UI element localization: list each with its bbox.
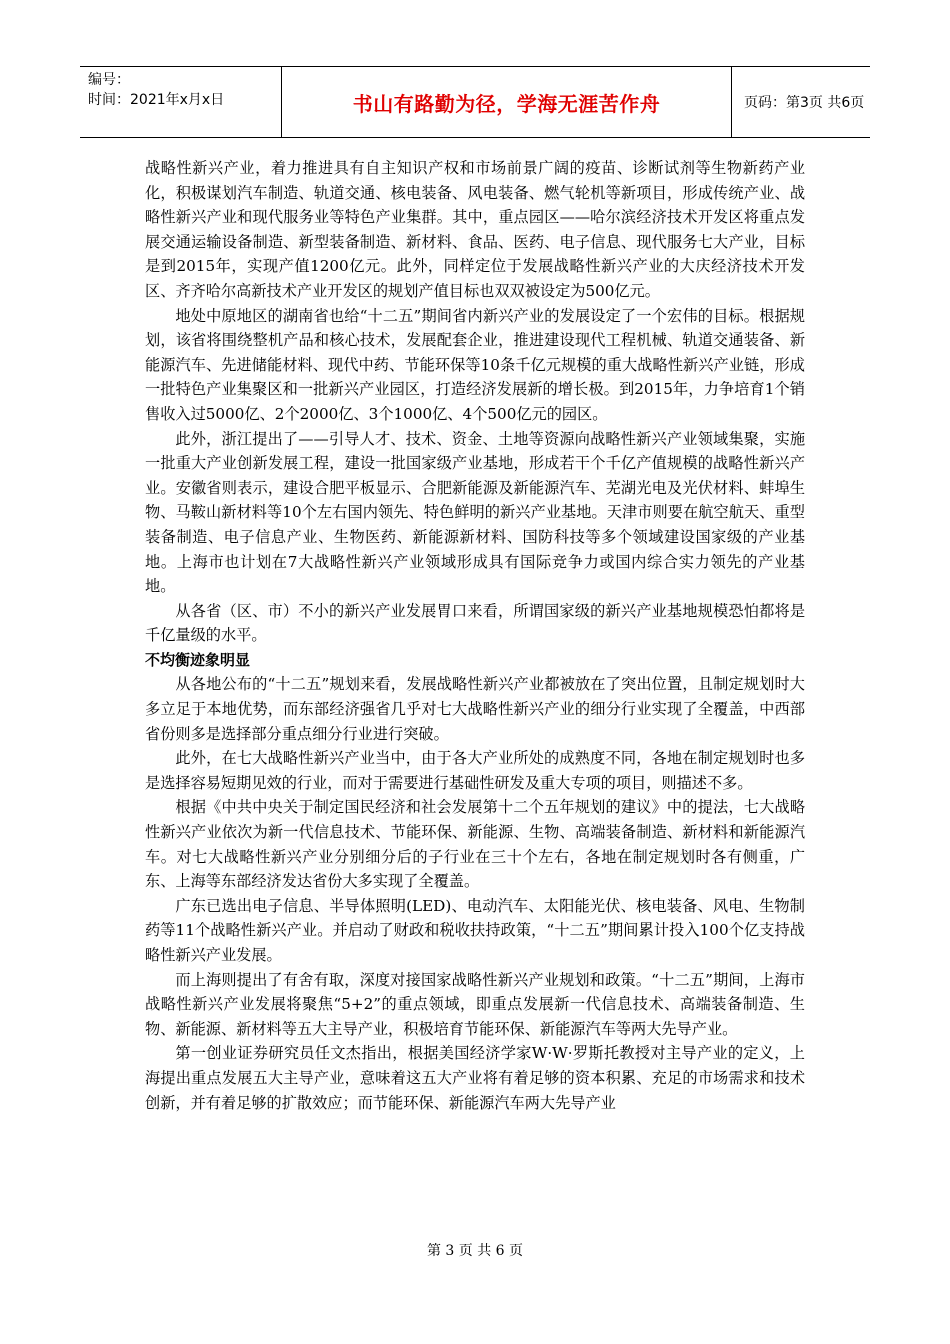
paragraph: 地处中原地区的湖南省也给“十二五”期间省内新兴产业的发展设定了一个宏伟的目标。根据规划，该省将围绕整机产品和核心技术，发展配套企业，推进建设现代工程机械、轨道交通装备、新能源汽车、先进储能材料、现代中药、节能环保等10条千亿元规模的重大战略性新兴产业链，形成一批特色产业集聚区和一批新兴产业园区，打造经济发展新的增长极。到2015年，力争培育1个销售收入过5000亿、2个2000亿、3个1000亿、4个500亿元的园区。 bbox=[145, 306, 805, 423]
number-label: 编号： bbox=[88, 72, 130, 88]
header-motto: 书山有路勤为径，学海无涯苦作舟 bbox=[282, 67, 732, 137]
page-footer: 第 3 页 共 6 页 bbox=[426, 1243, 524, 1259]
paragraph-continued: 战略性新兴产业，着力推进具有自主知识产权和市场前景广阔的疫苗、诊断试剂等生物新药产业化，积极谋划汽车制造、轨道交通、核电装备、风电装备、燃气轮机等新项目，形成传统产业、战略性新兴产业和现代服务业等特色产业集群。其中，重点园区——哈尔滨经济技术开发区将重点发展交通运输设备制造、新型装备制造、新材料、食品、医药、电子信息、现代服务七大产业，目标是到2015年，实现产值1200亿元。此外，同样定位于发展战略性新兴产业的大庆经济技术开发区、齐齐哈尔高新技术产业开发区的规划产值目标也双双被设定为500亿元。 bbox=[145, 159, 805, 300]
paragraph: 此外，在七大战略性新兴产业当中，由于各大产业所处的成熟度不同，各地在制定规划时也多是选择容易短期见效的行业，而对于需要进行基础性研发及重大专项的项目，则描述不多。 bbox=[145, 749, 805, 792]
paragraph: 根据《中共中央关于制定国民经济和社会发展第十二个五年规划的建议》中的提法，七大战略性新兴产业依次为新一代信息技术、节能环保、新能源、生物、高端装备制造、新材料和新能源汽车。对七大战略性新兴产业分别细分后的子行业在三十个左右，各地在制定规划时各有侧重，广东、上海等东部经济发达省份大多实现了全覆盖。 bbox=[145, 798, 805, 891]
header-page-info: 页码：第3页 共6页 bbox=[744, 95, 865, 111]
document-body bbox=[145, 156, 805, 1115]
paragraph: 从各地公布的“十二五”规划来看，发展战略性新兴产业都被放在了突出位置，且制定规划时大多立足于本地优势，而东部经济强省几乎对七大战略性新兴产业的细分行业实现了全覆盖，中西部省份则多是选择部分重点细分行业进行突破。 bbox=[145, 675, 805, 743]
paragraph: 第一创业证券研究员任文杰指出，根据美国经济学家W·W·罗斯托教授对主导产业的定义，上海提出重点发展五大主导产业，意味着这五大产业将有着足够的资本积累、充足的市场需求和技术创新，并有着足够的扩散效应；而节能环保、新能源汽车两大先导产业 bbox=[145, 1044, 805, 1112]
paragraph: 此外，浙江提出了——引导人才、技术、资金、土地等资源向战略性新兴产业领域集聚，实施一批重大产业创新发展工程，建设一批国家级产业基地，形成若干个千亿产值规模的战略性新兴产业。安徽省则表示，建设合肥平板显示、合肥新能源及新能源汽车、芜湖光电及光伏材料、蚌埠生物、马鞍山新材料等10个左右国内领先、特色鲜明的新兴产业基地。天津市则要在航空航天、重型装备制造、电子信息产业、生物医药、新能源新材料、国防科技等多个领域建设国家级的产业基地。上海市也计划在7大战略性新兴产业领域形成具有国际竞争力或国内综合实力领先的产业基地。 bbox=[145, 429, 805, 596]
section-heading: 不均衡迹象明显 bbox=[145, 650, 251, 669]
paragraph: 从各省（区、市）不小的新兴产业发展胃口来看，所谓国家级的新兴产业基地规模恐怕都将是千亿量级的水平。 bbox=[145, 601, 805, 645]
paragraph: 而上海则提出了有舍有取，深度对接国家战略性新兴产业规划和政策。“十二五”期间，上海市战略性新兴产业发展将聚焦“5+2”的重点领域，即重点发展新一代信息技术、高端装备制造、生物、新能源、新材料等五大主导产业，积极培育节能环保、新能源汽车等两大先导产业。 bbox=[145, 970, 805, 1038]
header-meta bbox=[80, 67, 282, 137]
date-line: 时间：2021年x月x日 bbox=[88, 92, 225, 108]
paragraph: 广东已选出电子信息、半导体照明(LED)、电动汽车、太阳能光伏、核电装备、风电、生物制药等11个战略性新兴产业。并启动了财政和税收扶持政策，“十二五”期间累计投入100个亿支持战略性新兴产业发展。 bbox=[145, 896, 805, 964]
page-header bbox=[80, 66, 870, 138]
